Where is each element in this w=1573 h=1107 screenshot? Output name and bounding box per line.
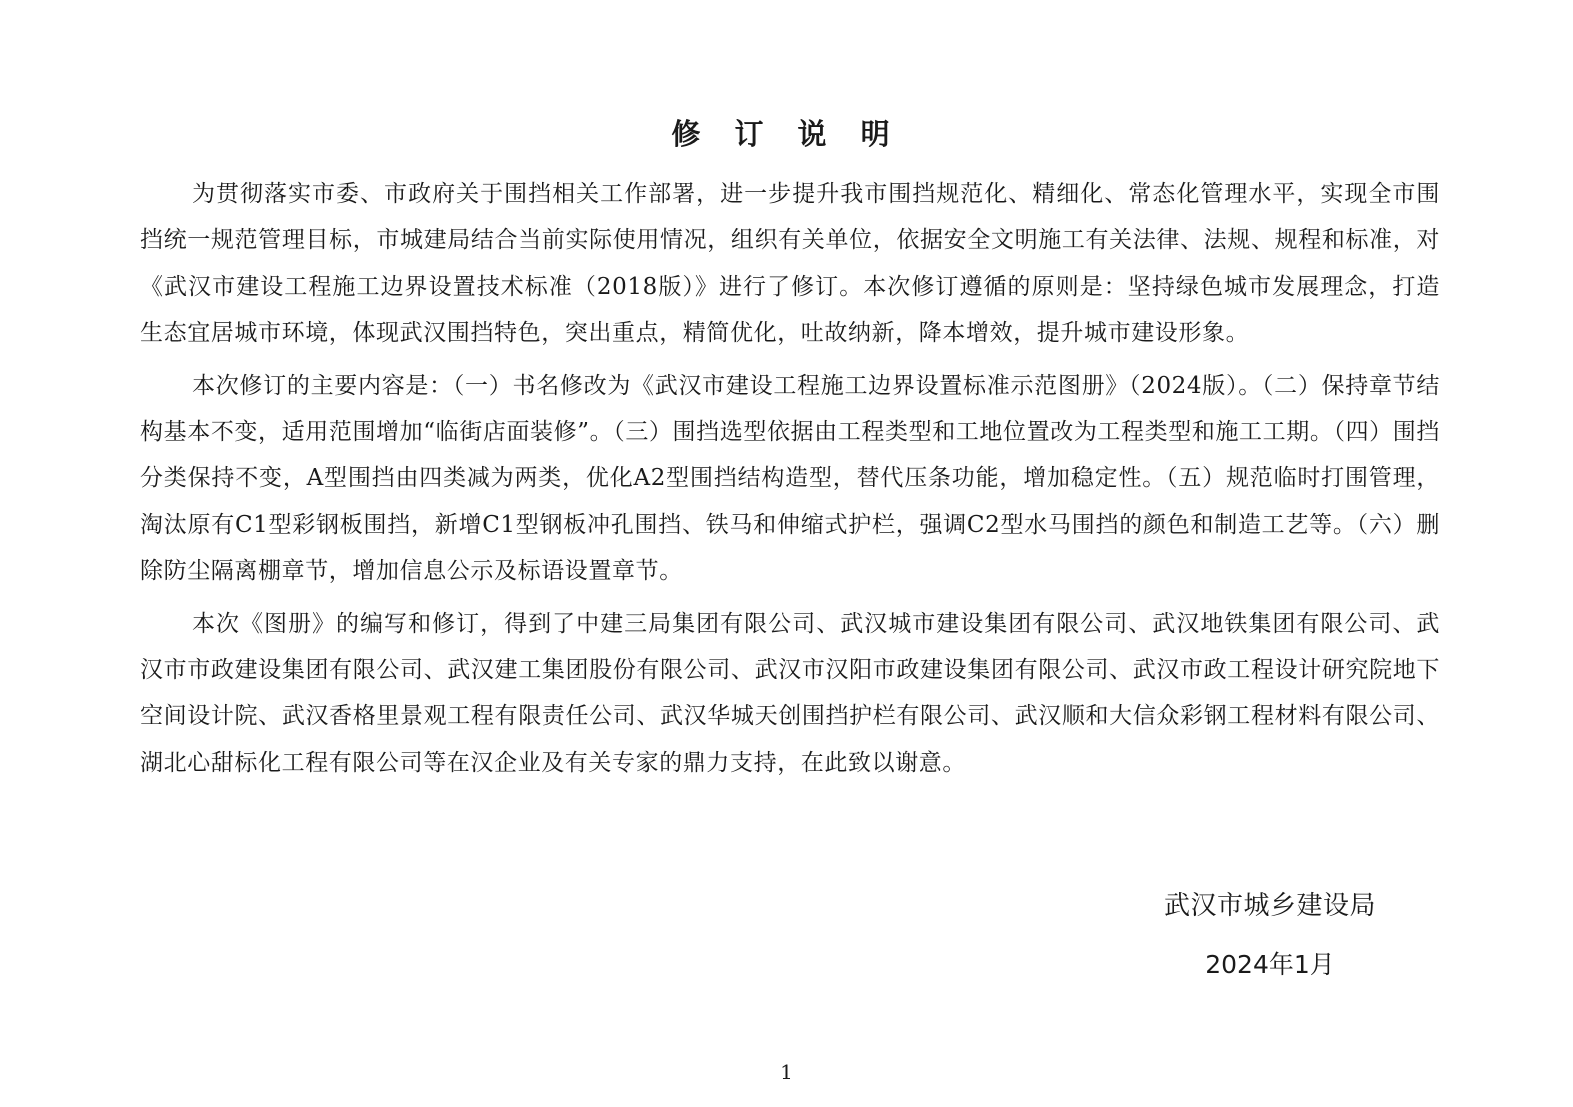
signature-date: 2024年1月 <box>1205 950 1335 979</box>
paragraph-acknowledgements: 本次《图册》的编写和修订，得到了中建三局集团有限公司、武汉城市建设集团有限公司、武汉地铁集团有限公司、武汉市市政建设集团有限公司、武汉建工集团股份有限公司、武汉市汉阳市政建设集团有限公司、武汉市政工程设计研究院地下空间设计院、武汉香格里景观工程有限责任公司、武汉华城天创围挡护栏有限公司、武汉顺和大信众彩钢工程材料有限公司、湖北心甜标化工程有限公司等在汉企业及有关专家的鼎力支持，在此致以谢意。 <box>140 610 1440 776</box>
page-number: 1 <box>780 1060 793 1084</box>
paragraph-main-changes: 本次修订的主要内容是：（一）书名修改为《武汉市建设工程施工边界设置标准示范图册》（2024版）。（二）保持章节结构基本不变，适用范围增加“临街店面装修”。（三）围挡选型依据由工程类型和工地位置改为工程类型和施工工期。（四）围挡分类保持不变，A型围挡由四类减为两类，优化A2型围挡结构造型，替代压条功能，增加稳定性。（五）规范临时打围管理，淘汰原有C1型彩钢板围挡，新增C1型钢板冲孔围挡、铁马和伸缩式护栏，强调C2型水马围挡的颜色和制造工艺等。（六）删除防尘隔离棚章节，增加信息公示及标语设置章节。 <box>140 372 1440 585</box>
document-title: 修 订 说 明 <box>671 117 902 151</box>
paragraph-purpose: 为贯彻落实市委、市政府关于围挡相关工作部署，进一步提升我市围挡规范化、精细化、常态化管理水平，实现全市围挡统一规范管理目标，市城建局结合当前实际使用情况，组织有关单位，依据安全文明施工有关法律、法规、规程和标准，对《武汉市建设工程施工边界设置技术标准（2018版）》进行了修订。本次修订遵循的原则是：坚持绿色城市发展理念，打造生态宜居城市环境，体现武汉围挡特色，突出重点，精简优化，吐故纳新，降本增效，提升城市建设形象。 <box>140 181 1440 347</box>
signature-organization: 武汉市城乡建设局 <box>1163 891 1376 921</box>
document-body <box>140 171 1440 792</box>
